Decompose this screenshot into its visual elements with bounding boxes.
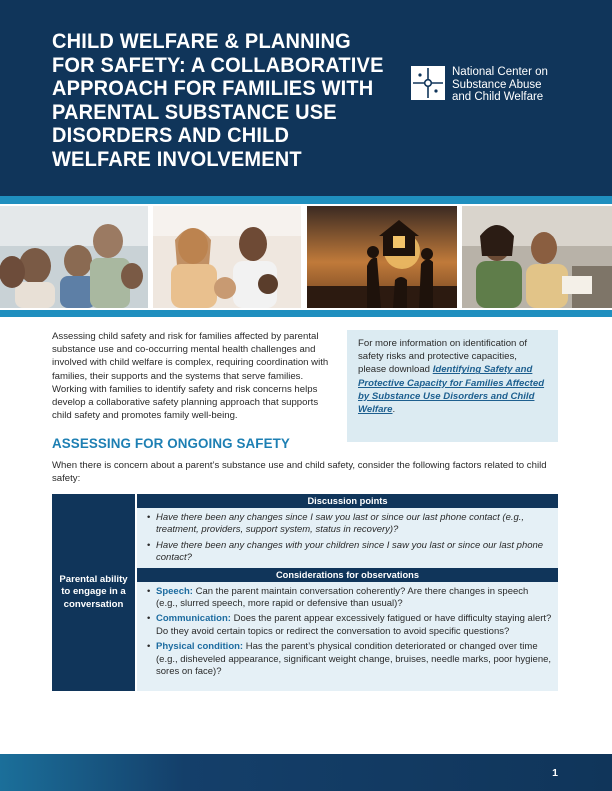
logo-line-2: Substance Abuse [452, 78, 542, 91]
observation-term: Physical condition: [156, 641, 244, 653]
bullet-icon: • [147, 512, 151, 523]
organization-logo [411, 66, 548, 104]
safety-factors-table [52, 494, 558, 691]
resource-link[interactable]: Identifying Safety and Protective Capacity for Families Affected by Substance Use Disorders and Child Welfare [358, 364, 545, 416]
observations-list [137, 582, 558, 682]
bullet-icon: • [147, 613, 151, 625]
family-photo-mothers [153, 206, 301, 308]
callout-suffix: . [392, 404, 396, 416]
bullet-icon: • [147, 641, 151, 653]
observations-header: Considerations for observations [137, 568, 558, 582]
accent-stripe-bottom [0, 310, 612, 317]
factors-column [137, 494, 558, 691]
logo-line-3: and Child Welfare [452, 91, 544, 103]
row-label: Parental ability to engage in a conversation [52, 494, 135, 691]
list-item: • Have there been any changes since I saw you last or since our last phone contact (e.g., treatment, providers, support system, status in recovery)? [147, 512, 525, 536]
page-number: 1 [552, 767, 558, 779]
intro-paragraph: Assessing child safety and risk for families affected by parental substance use and co-occurring mental health challenges and involved with child welfare is complex, requiring coordination with families, their supports and the systems that serve families. Working with families to identify safety and risk concerns helps develop a collaborative safety planning approach that supports child safety and promotes family well-being. [52, 331, 329, 422]
resource-callout [347, 330, 558, 442]
list-item: • Communication: Does the parent appear excessively fatigued or have difficulty staying alert? Do they avoid certain topics or redirect the conversation to avoid specific questions? [147, 613, 552, 637]
family-photo-living-room [462, 206, 612, 308]
list-item: • Physical condition: Has the parent’s physical condition deteriorated or changed over time (e.g., disheveled appearance, significant weight change, bruises, needle marks, poor hygiene, sores on face)? [147, 641, 552, 678]
accent-stripe [0, 196, 612, 204]
document-title: CHILD WELFARE & PLANNING FOR SAFETY: A COLLABORATIVE APPROACH FOR FAMILIES WITH PARENTAL SUBSTANCE USE DISORDERS AND CHILD WELFARE INVOLVEMENT [52, 29, 384, 171]
puzzle-icon [411, 66, 445, 100]
section-intro: When there is concern about a parent’s substance use and child safety, consider the following factors related to child safety: [52, 460, 547, 485]
discussion-header: Discussion points [137, 494, 558, 508]
list-item: • Speech: Can the parent maintain conversation coherently? Are there changes in speech (e.g., slurred speech, more rapid or defensive than usual)? [147, 585, 529, 610]
logo-line-1: National Center on [452, 66, 548, 78]
footer-bar [0, 754, 612, 791]
bullet-icon: • [147, 585, 151, 597]
family-photo-sunset [307, 206, 457, 308]
logo-text [452, 66, 548, 104]
observation-term: Communication: [156, 613, 231, 625]
family-photo-grandparents [0, 206, 148, 308]
section-heading: ASSESSING FOR ONGOING SAFETY [52, 436, 290, 451]
bullet-icon: • [147, 539, 151, 551]
discussion-list [137, 508, 558, 568]
callout-text: For more information on identification of safety risks and protective capacities, please download [358, 338, 528, 376]
observation-term: Speech: [156, 585, 193, 597]
header-banner [0, 0, 612, 196]
list-item: • Have there been any changes with your children since I saw you last or since our last phone contact? [147, 539, 544, 564]
